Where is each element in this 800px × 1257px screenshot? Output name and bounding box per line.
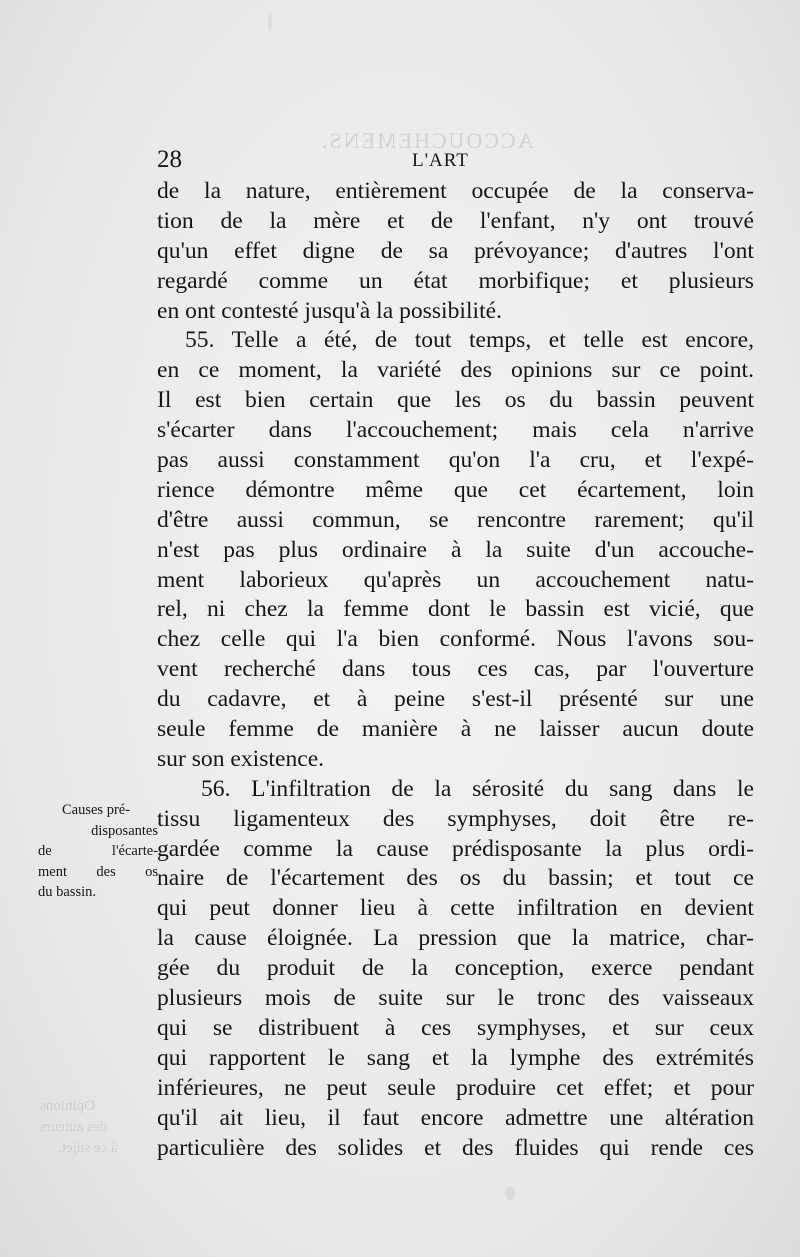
margin-note-line: de l'écarte- (38, 843, 158, 859)
show-through-text: à ce sujet. (58, 1140, 118, 1156)
margin-note-line: du bassin. (38, 884, 96, 900)
text-line: naire de l'écartement des os du bassin; et tout ce (157, 865, 754, 892)
text-line: en ont contesté jusqu'à la possibilité. (157, 297, 502, 324)
text-line: n'est pas plus ordinaire à la suite d'un accouche- (157, 536, 754, 563)
text-line: de la nature, entièrement occupée de la conserva- (157, 178, 754, 204)
text-line: ment laborieux qu'après un accouchement natu- (157, 566, 754, 593)
margin-note-line: ment des os (38, 863, 158, 880)
text-line: Il est bien certain que les os du bassin peuvent (157, 387, 754, 414)
text-line: rel, ni chez la femme dont le bassin est vicié, que (157, 596, 754, 623)
text-line: inférieures, ne peut seule produire cet effet; et pour (157, 1074, 754, 1101)
text-line: particulière des solides et des fluides qui rende ces (157, 1134, 754, 1161)
text-line: la cause éloignée. La pression que la matrice, char- (157, 925, 754, 952)
text-line: regardé comme un état morbifique; et plusieurs (157, 267, 754, 294)
text-line: qui se distribuent à ces symphyses, et sur ceux (157, 1014, 754, 1041)
text-line: rience démontre même que cet écartement, loin (157, 476, 754, 503)
body-text (157, 177, 754, 1163)
text-line: d'être aussi commun, se rencontre rarement; qu'il (157, 506, 754, 533)
show-through-text: ACCOUCHEMENS. (320, 128, 534, 153)
margin-note (38, 800, 158, 903)
text-line: gardée comme la cause prédisposante la plus ordi- (157, 835, 754, 862)
page-number: 28 (157, 146, 182, 173)
text-line: gée du produit de la conception, exerce pendant (157, 955, 754, 982)
margin-note-line: disposantes (91, 822, 158, 839)
text-line: qui peut donner lieu à cette infiltration en devient (157, 895, 754, 922)
running-title: L'ART (412, 150, 469, 171)
text-line: pas aussi constamment qu'on l'a cru, et l'expé- (157, 447, 754, 474)
text-line: qui rapportent le sang et la lymphe des extrémités (157, 1044, 754, 1071)
show-through-text: Opinions (40, 1098, 96, 1114)
text-line: chez celle qui l'a bien conformé. Nous l'avons sou- (157, 626, 754, 653)
show-through-text: des auteurs (40, 1119, 108, 1135)
text-line: sur son existence. (157, 745, 325, 772)
text-line: tissu ligamenteux des symphyses, doit être re- (157, 805, 754, 832)
text-line: s'écarter dans l'accouchement; mais cela n'arrive (157, 417, 754, 444)
text-line: vent recherché dans tous ces cas, par l'ouverture (157, 656, 754, 683)
text-line: qu'il ait lieu, il faut encore admettre une altération (157, 1104, 754, 1131)
text-line: qu'un effet digne de sa prévoyance; d'autres l'ont (157, 237, 754, 264)
text-line: plusieurs mois de suite sur le tronc des vaisseaux (157, 985, 754, 1012)
running-head (157, 146, 753, 176)
paper-smudge (268, 14, 272, 30)
text-line: en ce moment, la variété des opinions sur ce point. (157, 357, 754, 384)
paragraph-56-start: 56. L'infiltration de la sérosité du sang dans le (201, 775, 754, 802)
paper-smudge (505, 1186, 515, 1200)
paragraph-55-start: 55. Telle a été, de tout temps, et telle est encore, (185, 327, 754, 354)
text-line: tion de la mère et de l'enfant, n'y ont trouvé (157, 207, 754, 234)
margin-note-line: Causes pré- (62, 802, 131, 818)
text-line: seule femme de manière à ne laisser aucun doute (157, 716, 754, 743)
text-line: du cadavre, et à peine s'est-il présenté sur une (157, 686, 754, 713)
